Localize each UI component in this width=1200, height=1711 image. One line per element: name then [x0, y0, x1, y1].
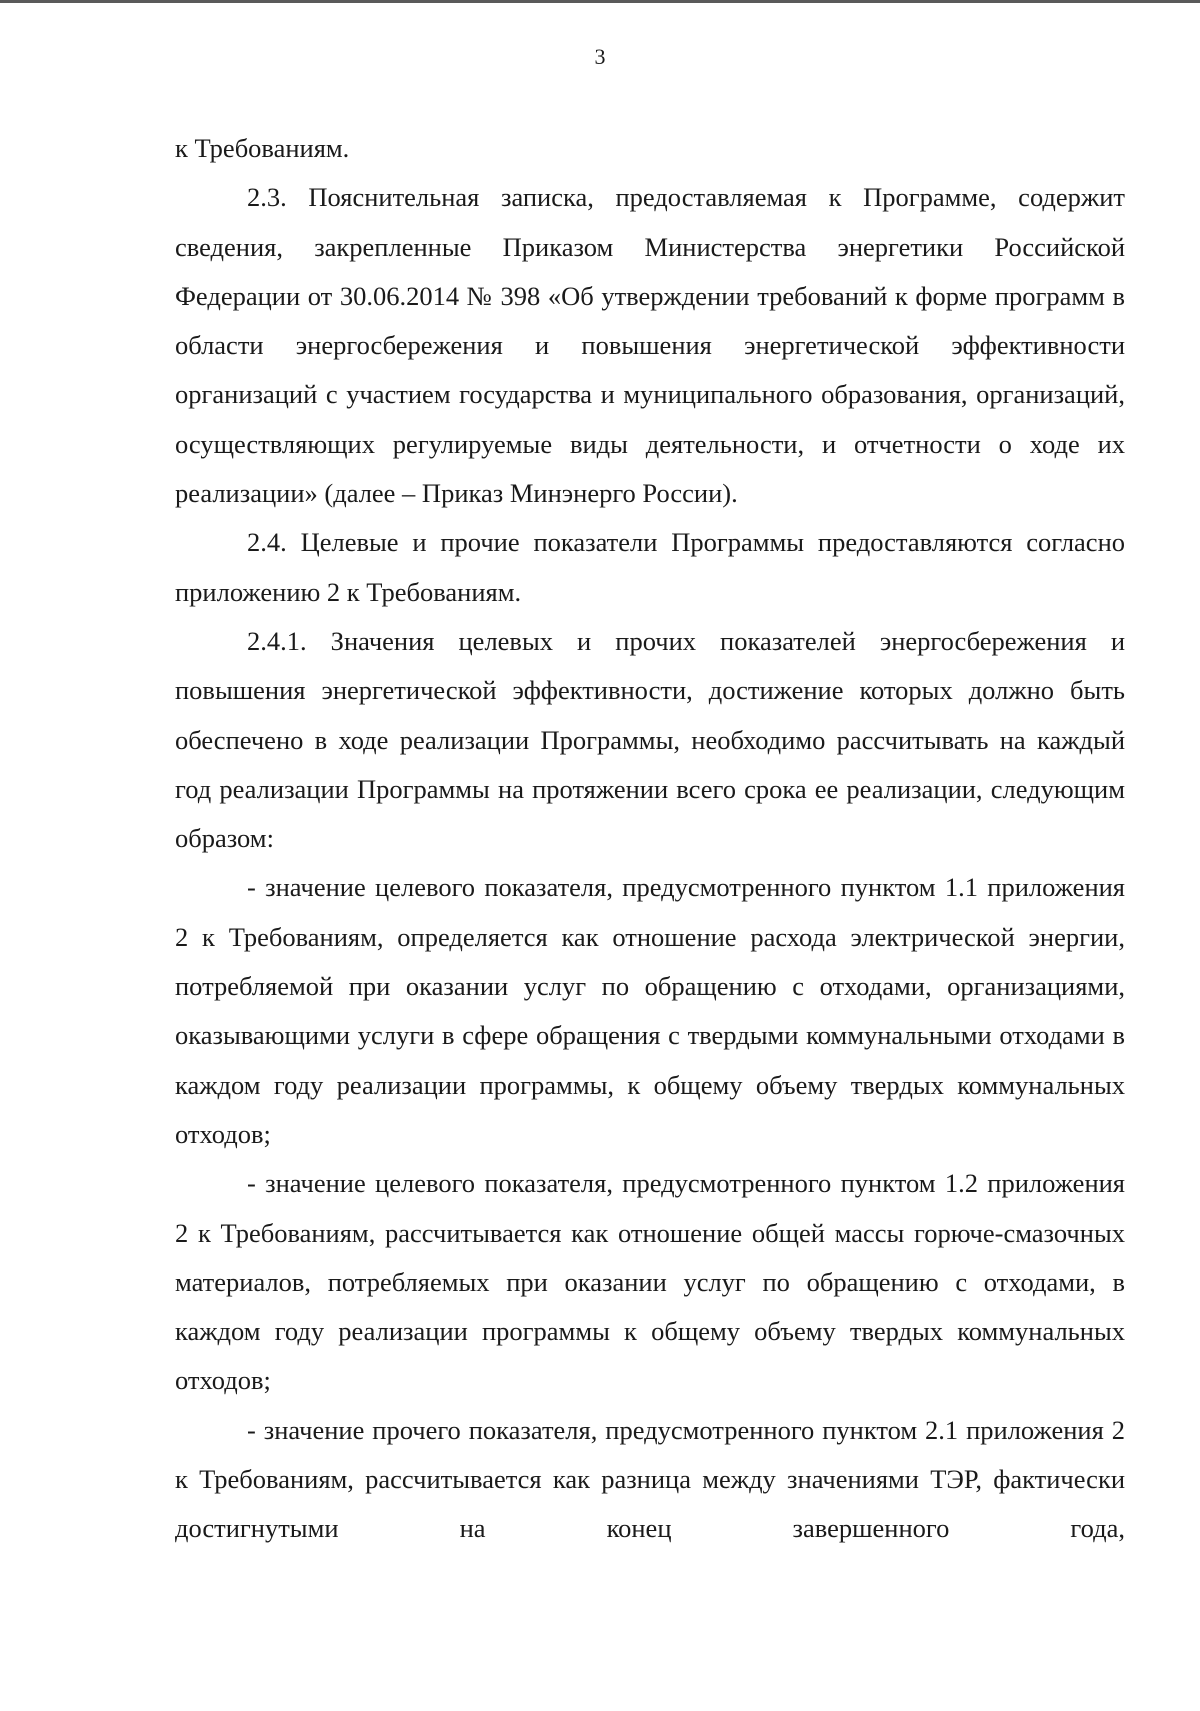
page-number: 3: [594, 44, 606, 69]
list-item-indicator-1-1: - значение целевого показателя, предусмотренного пунктом 1.1 приложения 2 к Требованиям, определяется как отношение расхода электрической энергии, потребляемой при оказании услуг по обращению с отходами, организациями, оказывающими услуги в сфере обращения с твердыми коммунальными отходами в каждом году реализации программы, к общему объему твердых коммунальных отходов;: [175, 872, 1125, 1149]
list-item-indicator-1-2: - значение целевого показателя, предусмотренного пунктом 1.2 приложения 2 к Требованиям, рассчитывается как отношение общей массы горюче-смазочных материалов, потребляемых при оказании услуг по обращению с отходами, в каждом году реализации программы к общему объему твердых коммунальных отходов;: [175, 1168, 1125, 1396]
paragraph-2-4: 2.4. Целевые и прочие показатели Программы предоставляются согласно приложению 2 к Требованиям.: [175, 527, 1125, 607]
paragraph-continuation: к Требованиям.: [175, 133, 350, 163]
top-border-line: [0, 0, 1200, 3]
list-item-indicator-2-1: - значение прочего показателя, предусмотренного пунктом 2.1 приложения 2 к Требованиям, рассчитывается как разница между значениями ТЭР, фактически достигнутыми на конец завершенного года,: [175, 1414, 1125, 1544]
paragraph-2-4-1: 2.4.1. Значения целевых и прочих показателей энергосбережения и повышения энергетической эффективности, достижение которых должно быть обеспечено в ходе реализации Программы, необходимо рассчитывать на каждый год реализации Программы на протяжении всего срока ее реализации, следующим образом:: [175, 625, 1125, 854]
paragraph-2-3: 2.3. Пояснительная записка, предоставляемая к Программе, содержит сведения, закрепленные Приказом Министерства энергетики Российской Федерации от 30.06.2014 № 398 «Об утверждении требований к форме программ в области энергосбережения и повышения энергетической эффективности организаций с участием государства и муниципального образования, организаций, осуществляющих регулируемые виды деятельности, и отчетности о ходе их реализации» (далее – Приказ Минэнерго России).: [175, 182, 1125, 509]
document-body: [175, 124, 1125, 1554]
